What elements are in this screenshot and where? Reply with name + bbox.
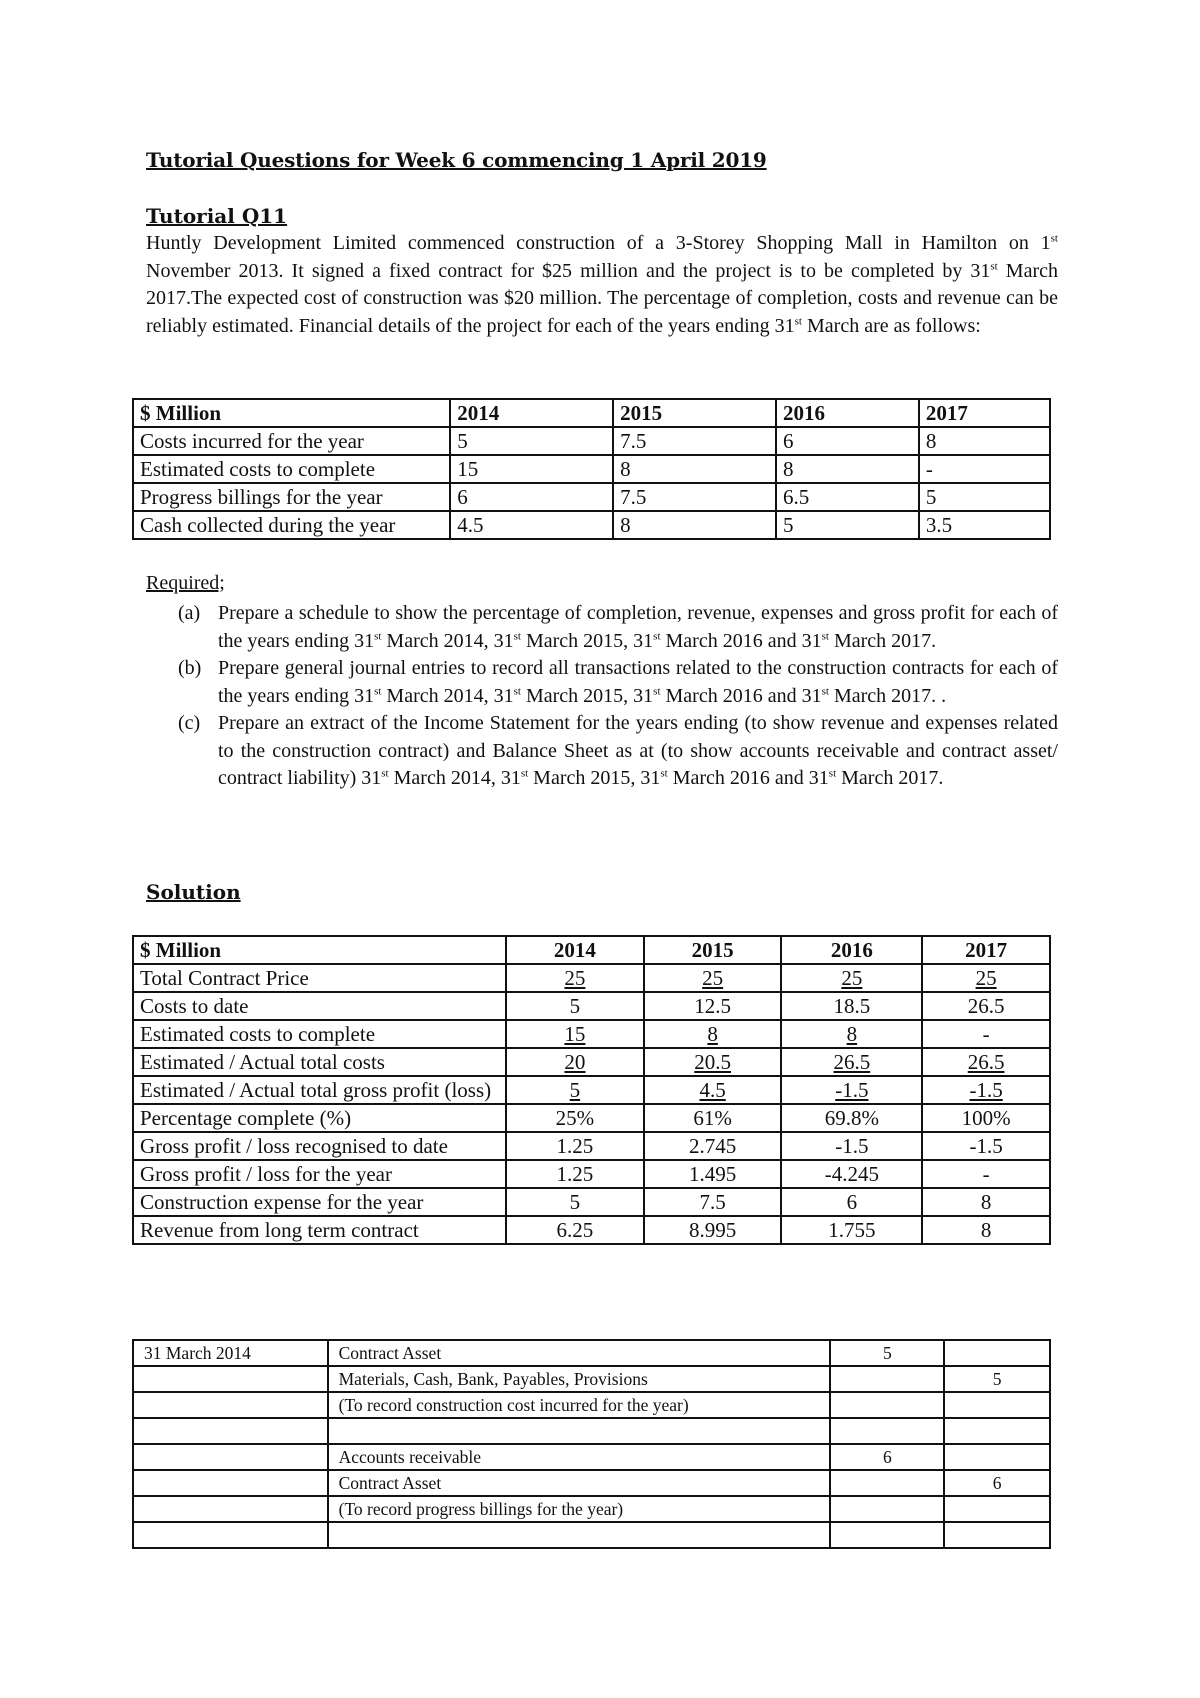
table-header-cell: 2016 bbox=[776, 399, 919, 427]
table-cell: 4.5 bbox=[450, 511, 613, 539]
table-row bbox=[133, 1104, 1050, 1132]
table-header-cell: $ Million bbox=[133, 399, 450, 427]
table-cell: Estimated costs to complete bbox=[133, 455, 450, 483]
table-row bbox=[133, 455, 1050, 483]
table-cell: 12.5 bbox=[644, 992, 782, 1020]
table-cell: 25 bbox=[564, 966, 586, 990]
table-cell: 5 bbox=[830, 1340, 944, 1366]
table-cell: 5 bbox=[506, 1188, 644, 1216]
table-cell: 5 bbox=[944, 1366, 1050, 1392]
table-row bbox=[133, 1444, 1050, 1470]
table-cell: 7.5 bbox=[613, 483, 776, 511]
table-cell: 6 bbox=[830, 1444, 944, 1470]
table-header-cell: 2014 bbox=[506, 936, 644, 964]
table-cell: 8.995 bbox=[644, 1216, 782, 1244]
table-cell bbox=[133, 1470, 328, 1496]
table-cell: 5 bbox=[450, 427, 613, 455]
table-cell: Accounts receivable bbox=[328, 1444, 831, 1470]
table-cell: Estimated / Actual total gross profit (loss) bbox=[133, 1076, 506, 1104]
table-cell: 8 bbox=[922, 1188, 1050, 1216]
table-row bbox=[133, 483, 1050, 511]
table-cell bbox=[133, 1392, 328, 1418]
table-row bbox=[133, 1366, 1050, 1392]
table-cell: Revenue from long term contract bbox=[133, 1216, 506, 1244]
table-row bbox=[133, 1216, 1050, 1244]
table-row bbox=[133, 1470, 1050, 1496]
required-label: Required; bbox=[146, 572, 225, 594]
table-row bbox=[133, 1020, 1050, 1048]
table-cell: 7.5 bbox=[613, 427, 776, 455]
table-cell bbox=[830, 1522, 944, 1548]
table-cell bbox=[944, 1340, 1050, 1366]
table-cell bbox=[830, 1496, 944, 1522]
table-cell: (To record construction cost incurred for the year) bbox=[328, 1392, 831, 1418]
table-cell: 100% bbox=[922, 1104, 1050, 1132]
table-header-row bbox=[133, 399, 1050, 427]
table-cell bbox=[328, 1418, 831, 1444]
table-cell: -1.5 bbox=[781, 1132, 922, 1160]
table-cell: Gross profit / loss recognised to date bbox=[133, 1132, 506, 1160]
table-cell: 6 bbox=[450, 483, 613, 511]
table-cell bbox=[830, 1366, 944, 1392]
table-cell: Progress billings for the year bbox=[133, 483, 450, 511]
table-cell: 25% bbox=[506, 1104, 644, 1132]
table-cell: 25 bbox=[841, 966, 863, 990]
table-cell: 20.5 bbox=[694, 1050, 731, 1074]
required-parts-list bbox=[178, 600, 1058, 793]
table-cell bbox=[133, 1444, 328, 1470]
table-cell bbox=[830, 1392, 944, 1418]
table-cell: 7.5 bbox=[644, 1188, 782, 1216]
table-cell bbox=[133, 1366, 328, 1392]
table-cell: -4.245 bbox=[781, 1160, 922, 1188]
table-cell: (To record progress billings for the year) bbox=[328, 1496, 831, 1522]
list-item bbox=[178, 710, 1058, 793]
financial-details-table bbox=[132, 398, 1051, 540]
table-cell: 61% bbox=[644, 1104, 782, 1132]
part-text: Prepare an extract of the Income Statement for the years ending (to show revenue and expenses related to the construction contract) and Balance Sheet as at (to show accounts receivable and contract asset/ contract liability) 31st March 2014, 31st March 2015, 31st March 2016 and 31st March 2017. bbox=[218, 712, 1058, 789]
table-row bbox=[133, 992, 1050, 1020]
table-cell: Costs incurred for the year bbox=[133, 427, 450, 455]
solution-heading: Solution bbox=[146, 880, 241, 904]
table-cell: - bbox=[922, 1020, 1050, 1048]
table-cell: 5 bbox=[776, 511, 919, 539]
table-cell: 8 bbox=[613, 455, 776, 483]
table-cell bbox=[328, 1522, 831, 1548]
table-cell bbox=[944, 1522, 1050, 1548]
table-cell bbox=[133, 1522, 328, 1548]
table-header-cell: 2016 bbox=[781, 936, 922, 964]
table-row bbox=[133, 1160, 1050, 1188]
table-cell: 2.745 bbox=[644, 1132, 782, 1160]
table-cell: - bbox=[922, 1160, 1050, 1188]
table-cell bbox=[944, 1392, 1050, 1418]
table-row bbox=[133, 1496, 1050, 1522]
table-cell: 8 bbox=[776, 455, 919, 483]
table-header-cell: 2015 bbox=[644, 936, 782, 964]
table-cell: 5 bbox=[919, 483, 1050, 511]
part-label: (a) bbox=[178, 602, 201, 624]
table-cell: 26.5 bbox=[922, 992, 1050, 1020]
table-cell: Estimated costs to complete bbox=[133, 1020, 506, 1048]
table-cell: 3.5 bbox=[919, 511, 1050, 539]
table-cell: 15 bbox=[450, 455, 613, 483]
table-header-cell: 2014 bbox=[450, 399, 613, 427]
table-cell: Contract Asset bbox=[328, 1340, 831, 1366]
table-cell: Gross profit / loss for the year bbox=[133, 1160, 506, 1188]
part-text: Prepare a schedule to show the percentage of completion, revenue, expenses and gross profit for each of the years ending 31st March 2014, 31st March 2015, 31st March 2016 and 31st March 2017. bbox=[218, 602, 1058, 652]
table-cell: 8 bbox=[922, 1216, 1050, 1244]
table-row bbox=[133, 511, 1050, 539]
table-cell: 26.5 bbox=[833, 1050, 871, 1074]
table-row bbox=[133, 1188, 1050, 1216]
table-cell: 1.755 bbox=[781, 1216, 922, 1244]
table-cell: Total Contract Price bbox=[133, 964, 506, 992]
table-header-cell: 2017 bbox=[919, 399, 1050, 427]
part-label: (c) bbox=[178, 712, 201, 734]
table-cell: 8 bbox=[613, 511, 776, 539]
table-cell: Construction expense for the year bbox=[133, 1188, 506, 1216]
table-cell: 5 bbox=[506, 992, 644, 1020]
table-cell: 5 bbox=[569, 1078, 581, 1102]
table-cell bbox=[944, 1444, 1050, 1470]
table-cell: 20 bbox=[564, 1050, 586, 1074]
table-cell: 8 bbox=[919, 427, 1050, 455]
table-cell bbox=[944, 1496, 1050, 1522]
list-item bbox=[178, 655, 1058, 710]
table-cell: 1.25 bbox=[506, 1160, 644, 1188]
table-cell: Contract Asset bbox=[328, 1470, 831, 1496]
table-cell: 25 bbox=[702, 966, 724, 990]
table-row bbox=[133, 1076, 1050, 1104]
page-title: Tutorial Questions for Week 6 commencing 1 April 2019 bbox=[146, 148, 767, 172]
table-header-row bbox=[133, 936, 1050, 964]
part-text: Prepare general journal entries to record all transactions related to the construction contracts for each of the years ending 31st March 2014, 31st March 2015, 31st March 2016 and 31st March 2017. . bbox=[218, 657, 1058, 707]
table-row bbox=[133, 427, 1050, 455]
table-header-cell: 2017 bbox=[922, 936, 1050, 964]
table-cell: - bbox=[919, 455, 1050, 483]
table-cell bbox=[133, 1496, 328, 1522]
part-label: (b) bbox=[178, 657, 202, 679]
table-row bbox=[133, 1132, 1050, 1160]
table-cell: 1.25 bbox=[506, 1132, 644, 1160]
table-header-cell: $ Million bbox=[133, 936, 506, 964]
table-cell: 6 bbox=[776, 427, 919, 455]
journal-entries-table bbox=[132, 1339, 1051, 1549]
table-cell: -1.5 bbox=[922, 1132, 1050, 1160]
table-row bbox=[133, 1392, 1050, 1418]
table-cell bbox=[830, 1418, 944, 1444]
table-cell: 1.495 bbox=[644, 1160, 782, 1188]
table-cell: 4.5 bbox=[699, 1078, 726, 1102]
schedule-table bbox=[132, 935, 1051, 1245]
table-cell: -1.5 bbox=[835, 1078, 869, 1102]
table-cell: 6 bbox=[944, 1470, 1050, 1496]
table-row bbox=[133, 1522, 1050, 1548]
table-cell: Estimated / Actual total costs bbox=[133, 1048, 506, 1076]
list-item bbox=[178, 600, 1058, 655]
table-cell: 25 bbox=[975, 966, 997, 990]
table-cell: Cash collected during the year bbox=[133, 511, 450, 539]
table-row bbox=[133, 964, 1050, 992]
table-cell bbox=[944, 1418, 1050, 1444]
table-cell: Costs to date bbox=[133, 992, 506, 1020]
table-row bbox=[133, 1048, 1050, 1076]
table-cell bbox=[133, 1418, 328, 1444]
table-cell: 69.8% bbox=[781, 1104, 922, 1132]
table-row bbox=[133, 1418, 1050, 1444]
table-cell: 26.5 bbox=[967, 1050, 1005, 1074]
table-cell: 31 March 2014 bbox=[133, 1340, 328, 1366]
table-cell: 6.5 bbox=[776, 483, 919, 511]
table-cell: Percentage complete (%) bbox=[133, 1104, 506, 1132]
table-cell: 8 bbox=[707, 1022, 718, 1046]
intro-paragraph: Huntly Development Limited commenced construction of a 3-Storey Shopping Mall in Hamilton on 1st November 2013. It signed a fixed contract for $25 million and the project is to be completed by 31st March 2017.The expected cost of construction was $20 million. The percentage of completion, costs and revenue can be reliably estimated. Financial details of the project for each of the years ending 31st March are as follows: bbox=[146, 232, 1058, 337]
table-cell: Materials, Cash, Bank, Payables, Provisions bbox=[328, 1366, 831, 1392]
table-header-cell: 2015 bbox=[613, 399, 776, 427]
table-cell: 6.25 bbox=[506, 1216, 644, 1244]
table-cell: 8 bbox=[846, 1022, 858, 1046]
table-cell bbox=[830, 1470, 944, 1496]
table-row bbox=[133, 1340, 1050, 1366]
table-cell: -1.5 bbox=[969, 1078, 1003, 1102]
table-cell: 15 bbox=[564, 1022, 586, 1046]
question-heading: Tutorial Q11 bbox=[146, 204, 288, 228]
table-cell: 6 bbox=[781, 1188, 922, 1216]
table-cell: 18.5 bbox=[781, 992, 922, 1020]
